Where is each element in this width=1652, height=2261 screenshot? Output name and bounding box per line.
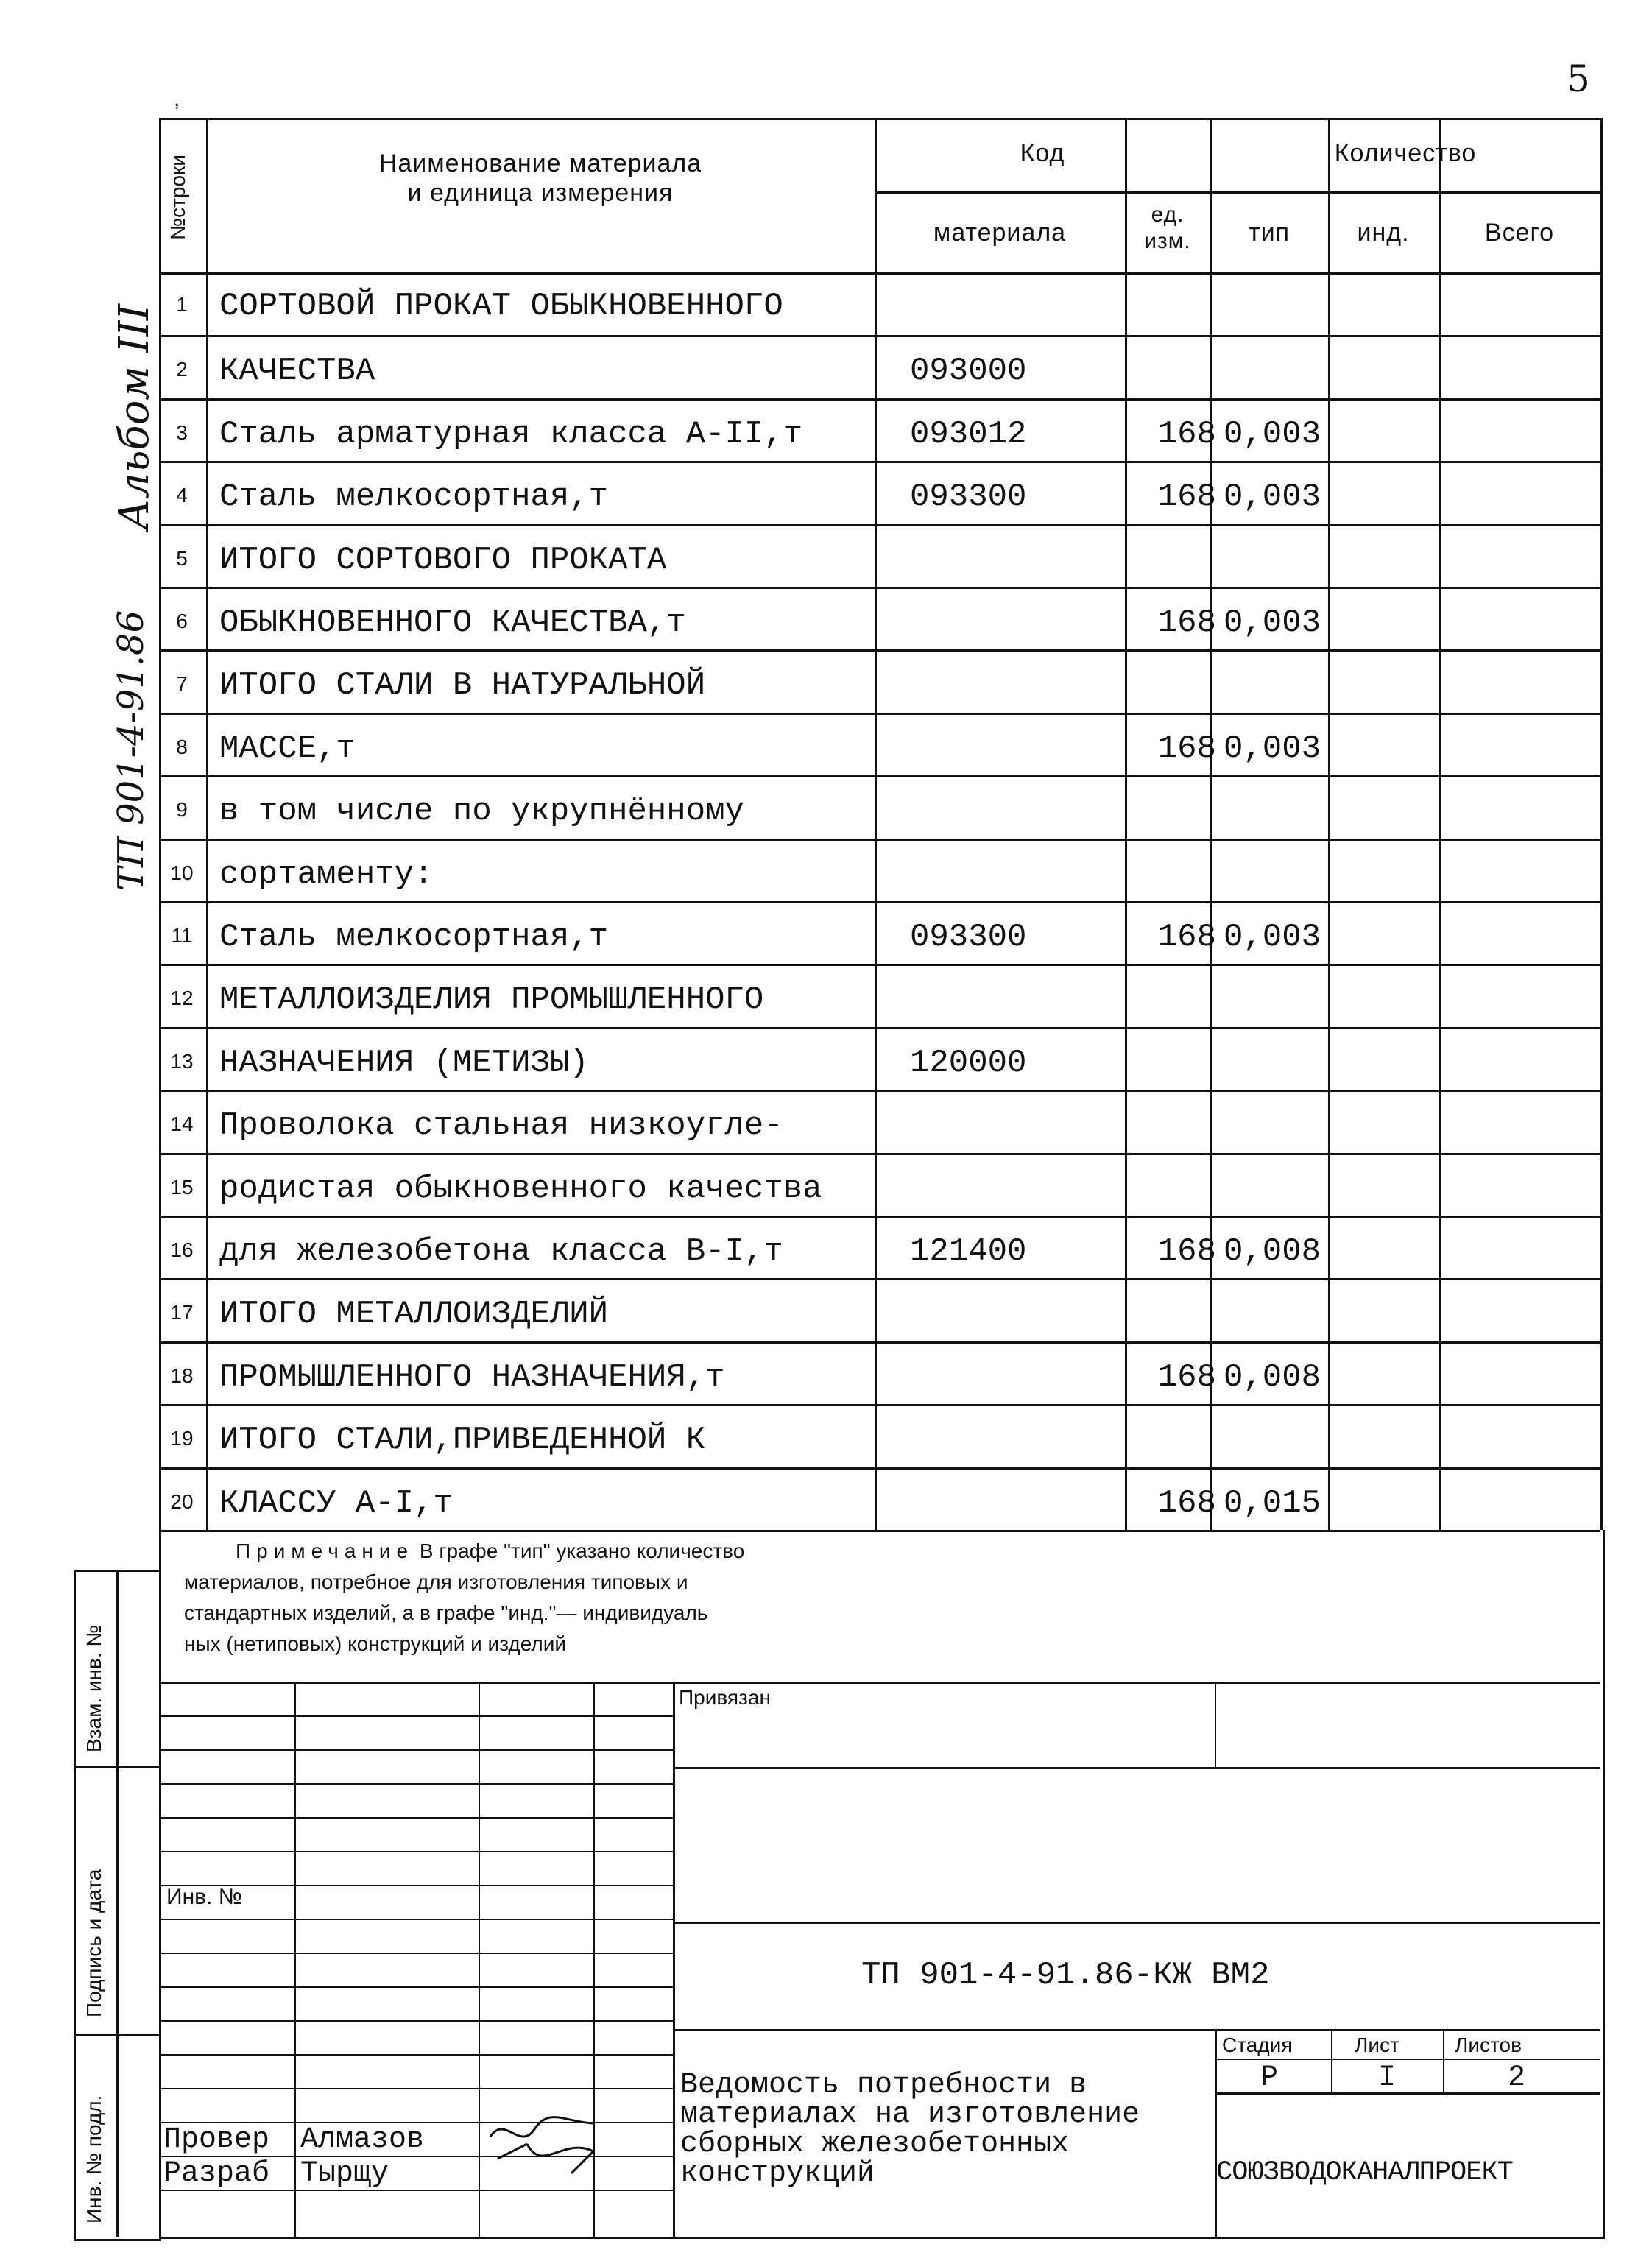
row-unit-code: 168 <box>1157 1233 1216 1270</box>
row-unit-code <box>1128 1029 1216 1094</box>
row-unit-code <box>1128 966 1216 1031</box>
row-material-code <box>910 966 1131 1031</box>
row-number: 8 <box>176 735 188 758</box>
row-unit-code: 168 <box>1157 415 1216 453</box>
row-number: 20 <box>170 1489 194 1513</box>
row-unit-code <box>1128 1280 1216 1345</box>
row-material-name: ИТОГО СОРТОВОГО ПРОКАТА <box>219 541 667 579</box>
table-row <box>159 964 1600 1029</box>
row-number: 11 <box>171 924 193 947</box>
note-label: Примечание <box>236 1539 414 1562</box>
title-line-2: материалах на изготовление <box>680 2098 1140 2131</box>
row-unit-code: 168 <box>1157 1484 1216 1522</box>
note-line2: материалов, потребное для изготовления типовых и <box>184 1570 688 1593</box>
header-qty-total: Всего <box>1484 219 1555 247</box>
note <box>236 1536 1193 1567</box>
row-material-name: НАЗНАЧЕНИЯ (МЕТИЗЫ) <box>219 1044 589 1082</box>
row-qty-type: 0,008 <box>1224 1233 1321 1270</box>
row-qty-type <box>1224 966 1356 1031</box>
row-number: 14 <box>170 1112 194 1136</box>
organization: СОЮЗВОДОКАНАЛПРОЕКТ <box>1216 2157 1513 2188</box>
row-material-name: ОБЫКНОВЕННОГО КАЧЕСТВА,т <box>219 604 686 641</box>
row-material-code <box>910 589 1131 654</box>
sheets-label: Листов <box>1455 2034 1522 2056</box>
note-line1: В графе "тип" указано количество <box>419 1539 745 1562</box>
row-material-name: КЛАССУ А-I,т <box>219 1484 453 1522</box>
row-material-code <box>910 1092 1131 1157</box>
row-material-code: 120000 <box>910 1044 1027 1082</box>
sheet-value: I <box>1378 2061 1397 2095</box>
sheets-value: 2 <box>1508 2061 1526 2095</box>
name-checker: Алмазов <box>300 2123 425 2156</box>
row-material-name: для железобетона класса В-I,т <box>219 1233 783 1270</box>
header-quantity: Количество <box>1334 139 1477 167</box>
inv-no-label: Инв. № <box>166 1885 242 1909</box>
table-row <box>159 713 1600 777</box>
row-unit-code <box>1128 526 1216 591</box>
row-number: 12 <box>170 987 194 1010</box>
row-unit-code: 168 <box>1157 1358 1216 1396</box>
table-row <box>159 839 1600 903</box>
row-material-name: ИТОГО СТАЛИ В НАТУРАЛЬНОЙ <box>219 667 706 705</box>
row-material-name: Сталь мелкосортная,т <box>219 919 609 956</box>
row-qty-type: 0,003 <box>1224 730 1321 767</box>
table-row <box>159 901 1600 966</box>
table-row <box>159 1090 1600 1154</box>
header-code: Код <box>1020 139 1065 167</box>
vzam-label: Взам. инв. № <box>82 1624 105 1752</box>
table-row <box>159 587 1600 652</box>
privyazan-label: Привязан <box>679 1686 771 1709</box>
row-qty-type <box>1224 1092 1356 1157</box>
row-material-code <box>910 1406 1131 1471</box>
row-material-code <box>910 1280 1131 1345</box>
table-row <box>159 775 1600 840</box>
inv-podl-label: Инв. № подл. <box>82 2095 105 2223</box>
row-material-code <box>910 1155 1131 1220</box>
row-qty-type <box>1224 1155 1356 1220</box>
row-material-code <box>910 715 1131 780</box>
table-row <box>159 1216 1600 1280</box>
page-number: 5 <box>1567 57 1590 100</box>
row-unit-code <box>1128 1155 1216 1220</box>
document-code: ТП 901-4-91.86-КЖ ВМ2 <box>861 1957 1270 1994</box>
row-material-code: 121400 <box>910 1233 1027 1270</box>
row-qty-type: 0,003 <box>1224 479 1321 516</box>
row-material-name: Сталь мелкосортная,т <box>219 479 609 516</box>
row-material-code: 093000 <box>910 353 1027 390</box>
sheet-label: Лист <box>1355 2034 1399 2056</box>
row-material-code <box>910 272 1131 337</box>
table-row <box>159 398 1600 463</box>
header-row-no: №строки <box>166 155 189 240</box>
row-material-name: в том числе по укрупнённому <box>219 793 744 830</box>
row-material-code <box>910 1344 1131 1408</box>
row-unit-code <box>1128 1092 1216 1157</box>
row-qty-type: 0,008 <box>1224 1358 1321 1396</box>
row-material-code <box>910 777 1131 842</box>
role-checker: Провер <box>163 2123 270 2156</box>
row-number: 10 <box>170 861 194 884</box>
row-number: 17 <box>170 1301 194 1324</box>
row-unit-code <box>1128 841 1216 906</box>
row-material-name: Сталь арматурная класса А-II,т <box>219 415 803 453</box>
row-number: 4 <box>176 484 188 507</box>
row-unit-code: 168 <box>1157 604 1216 641</box>
materials-table <box>159 118 1600 1530</box>
row-material-code <box>910 1470 1131 1534</box>
row-number: 13 <box>170 1049 194 1073</box>
row-number: 7 <box>176 672 188 696</box>
row-qty-type: 0,015 <box>1224 1484 1321 1522</box>
row-qty-type: 0,003 <box>1224 415 1321 453</box>
row-material-name: КАЧЕСТВА <box>219 353 375 390</box>
row-unit-code <box>1128 652 1216 716</box>
row-material-name: родистая обыкновенного качества <box>219 1170 822 1207</box>
row-material-code <box>910 841 1131 906</box>
row-material-name: Проволока стальная низкоугле- <box>219 1107 783 1145</box>
row-number: 2 <box>176 358 188 381</box>
row-qty-type <box>1224 652 1356 716</box>
table-row <box>159 272 1600 335</box>
row-unit-code <box>1128 777 1216 842</box>
row-material-code: 093012 <box>910 415 1027 453</box>
stage-label: Стадия <box>1222 2034 1293 2056</box>
table-row <box>159 1341 1600 1406</box>
header-name: Наименование материала и единица измерения <box>378 149 702 207</box>
row-material-code: 093300 <box>910 919 1027 956</box>
project-side-label: ТП 901-4-91.86 <box>110 610 152 891</box>
row-qty-type <box>1224 272 1356 337</box>
row-number: 15 <box>170 1175 194 1199</box>
row-number: 6 <box>176 610 188 632</box>
row-unit-code <box>1128 337 1216 402</box>
row-material-name: МАССЕ,т <box>219 730 356 767</box>
role-developer: Разраб <box>163 2157 270 2190</box>
row-material-name: СОРТОВОЙ ПРОКАТ ОБЫКНОВЕННОГО <box>219 288 783 325</box>
album-label: Альбом III <box>110 303 158 530</box>
row-number: 16 <box>170 1238 194 1261</box>
note-line3: стандартных изделий, а в графе "инд."— индивидуаль <box>184 1601 708 1624</box>
title-line-4: конструкций <box>680 2157 875 2190</box>
row-unit-code <box>1128 272 1216 337</box>
signatures <box>483 2107 615 2188</box>
row-material-name: ПРОМЫШЛЕННОГО НАЗНАЧЕНИЯ,т <box>219 1358 725 1396</box>
row-qty-type <box>1224 526 1356 591</box>
row-number: 18 <box>170 1364 194 1387</box>
row-material-code: 093300 <box>910 479 1027 516</box>
row-material-name: МЕТАЛЛОИЗДЕЛИЯ ПРОМЫШЛЕННОГО <box>219 981 764 1019</box>
top-mark: , <box>174 87 180 111</box>
row-number: 19 <box>170 1427 194 1450</box>
title-line-1: Ведомость потребности в <box>680 2069 1087 2102</box>
table-row <box>159 461 1600 526</box>
row-number: 1 <box>176 293 188 316</box>
row-qty-type: 0,003 <box>1224 919 1321 956</box>
header-qty-type: тип <box>1249 219 1290 247</box>
row-qty-type <box>1224 1280 1356 1345</box>
note-line4: ных (нетиповых) конструкций и изделий <box>184 1632 567 1655</box>
table-row <box>159 1278 1600 1343</box>
row-qty-type: 0,003 <box>1224 604 1321 641</box>
header-qty-ind: инд. <box>1357 219 1410 247</box>
row-qty-type <box>1224 841 1356 906</box>
header-code-material: материала <box>933 219 1067 247</box>
table-row <box>159 1153 1600 1218</box>
table-row <box>159 649 1600 714</box>
name-developer: Тырщу <box>300 2157 389 2190</box>
row-material-name: сортаменту: <box>219 856 434 893</box>
title-line-3: сборных железобетонных <box>680 2128 1070 2161</box>
row-unit-code <box>1128 1406 1216 1471</box>
row-number: 9 <box>176 798 188 822</box>
table-row <box>159 1027 1600 1092</box>
podpis-label: Подпись и дата <box>82 1869 105 2017</box>
row-unit-code: 168 <box>1157 919 1216 956</box>
table-row <box>159 335 1600 400</box>
table-row <box>159 524 1600 589</box>
row-unit-code: 168 <box>1157 479 1216 516</box>
row-material-code <box>910 652 1131 716</box>
table-row <box>159 1404 1600 1469</box>
row-qty-type <box>1224 1406 1356 1471</box>
row-material-name: ИТОГО СТАЛИ,ПРИВЕДЕННОЙ К <box>219 1422 706 1459</box>
row-material-name: ИТОГО МЕТАЛЛОИЗДЕЛИЙ <box>219 1296 609 1333</box>
row-material-code <box>910 526 1131 591</box>
row-qty-type <box>1224 1029 1356 1094</box>
row-number: 3 <box>176 420 188 444</box>
table-row <box>159 1467 1600 1532</box>
row-number: 5 <box>176 546 188 570</box>
stage-value: Р <box>1260 2061 1279 2095</box>
row-unit-code: 168 <box>1157 730 1216 767</box>
row-qty-type <box>1224 337 1356 402</box>
header-code-unit: ед. изм. <box>1144 202 1191 253</box>
row-qty-type <box>1224 777 1356 842</box>
